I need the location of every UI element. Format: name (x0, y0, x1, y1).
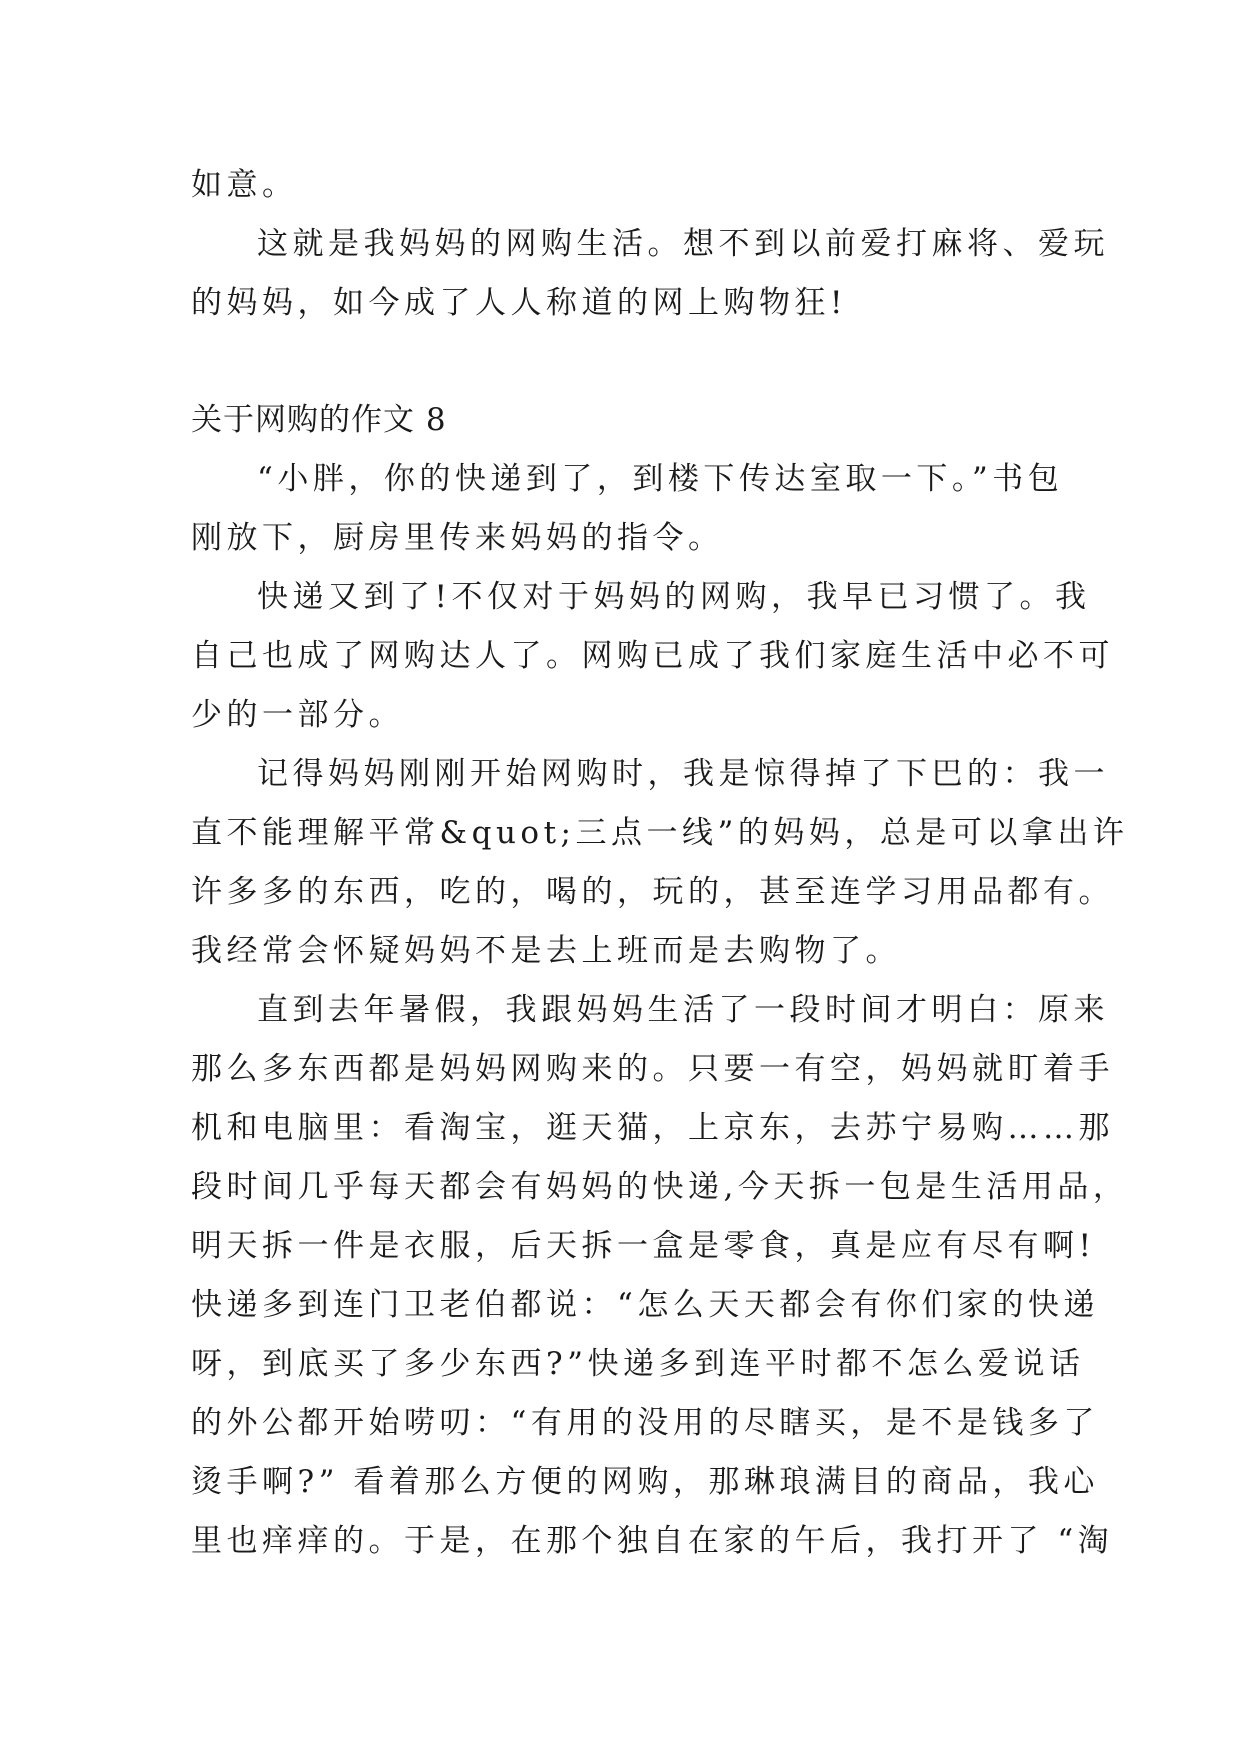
text-line: 记得妈妈刚刚开始网购时，我是惊得掉了下巴的：我一 (257, 756, 1109, 792)
text-line: “小胖，你的快递到了，到楼下传达室取一下。”书包 (257, 461, 1064, 497)
text-line: 自己也成了网购达人了。网购已成了我们家庭生活中必不可 (191, 638, 1114, 674)
text-line: 呀，到底买了多少东西?”快递多到连平时都不怎么爱说话 (191, 1346, 1085, 1382)
text-line: 直不能理解平常&quot;三点一线”的妈妈，总是可以拿出许 (191, 815, 1129, 851)
text-line: 那么多东西都是妈妈网购来的。只要一有空，妈妈就盯着手 (191, 1051, 1114, 1087)
text-line: 里也痒痒的。于是，在那个独自在家的午后，我打开了 “淘 (191, 1523, 1114, 1559)
text-line: 的妈妈，如今成了人人称道的网上购物狂! (191, 285, 847, 321)
text-line: 明天拆一件是衣服，后天拆一盒是零食，真是应有尽有啊! (191, 1228, 1096, 1264)
text-line: 段时间几乎每天都会有妈妈的快递,今天拆一包是生活用品， (191, 1169, 1129, 1205)
text-line: 烫手啊?” 看着那么方便的网购，那琳琅满目的商品，我心 (191, 1464, 1099, 1500)
text-line: 少的一部分。 (191, 697, 404, 733)
section-heading: 关于网购的作文 8 (191, 402, 447, 438)
text-line: 直到去年暑假，我跟妈妈生活了一段时间才明白：原来 (257, 992, 1109, 1028)
text-line: 的外公都开始唠叨：“有用的没用的尽瞎买，是不是钱多了 (191, 1405, 1099, 1441)
text-line: 机和电脑里：看淘宝，逛天猫，上京东，去苏宁易购……那 (191, 1110, 1114, 1146)
text-line: 快递又到了!不仅对于妈妈的网购，我早已习惯了。我 (257, 579, 1091, 615)
text-line: 这就是我妈妈的网购生活。想不到以前爱打麻将、爱玩 (257, 226, 1109, 262)
text-line: 快递多到连门卫老伯都说：“怎么天天都会有你们家的快递 (191, 1287, 1099, 1323)
text-line: 刚放下，厨房里传来妈妈的指令。 (191, 520, 724, 556)
text-line: 许多多的东西，吃的，喝的，玩的，甚至连学习用品都有。 (191, 874, 1114, 910)
text-line: 我经常会怀疑妈妈不是去上班而是去购物了。 (191, 933, 901, 969)
text-line: 如意。 (191, 167, 298, 203)
